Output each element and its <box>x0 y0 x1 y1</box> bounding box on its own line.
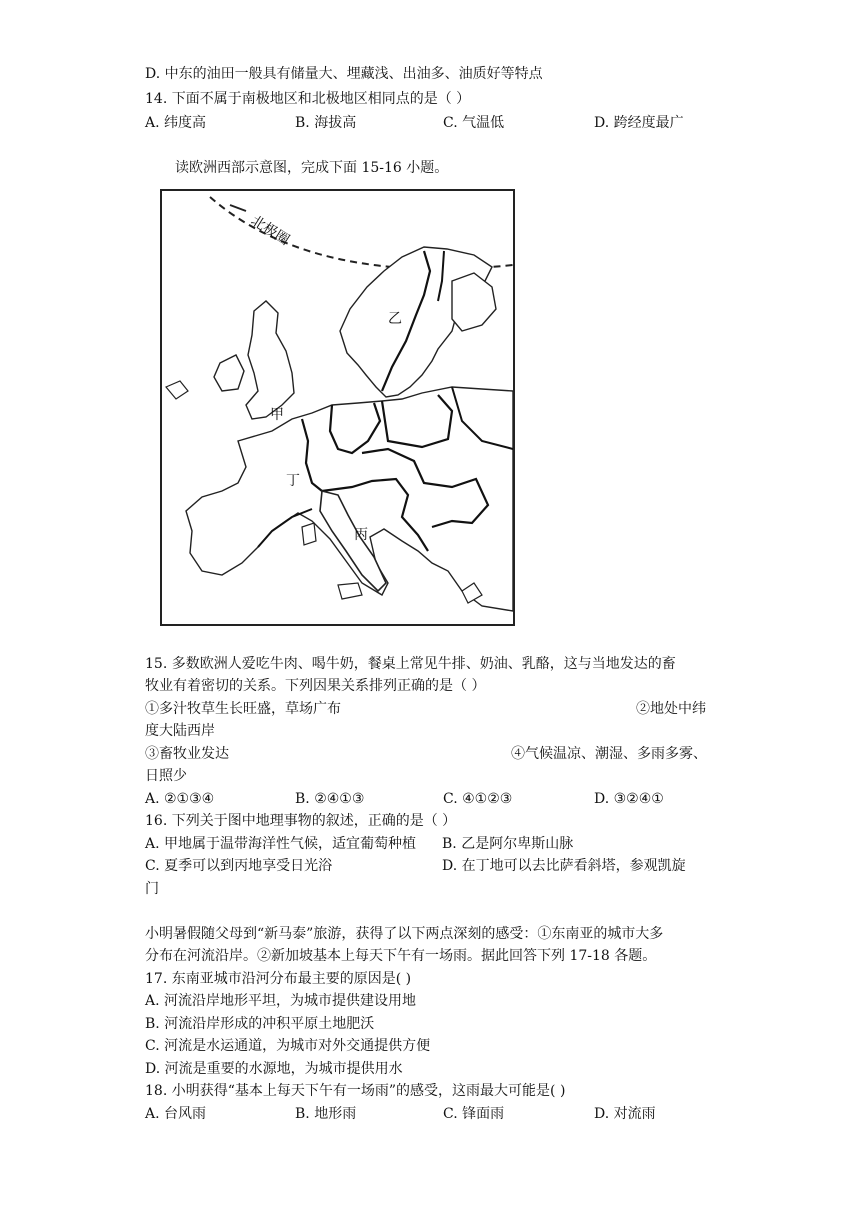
passage-15-16: 读欧洲西部示意图，完成下面 15-16 小题。 <box>175 160 449 176</box>
q14-option-b: B. 海拔高 <box>295 115 357 131</box>
q15-option-a: A. ②①③④ <box>145 791 215 807</box>
q15-statement-2b: 度大陆西岸 <box>145 723 215 739</box>
label-jia: 甲 <box>270 407 284 423</box>
q14-option-c: C. 气温低 <box>443 115 505 131</box>
q15-statement-4a: ④气候温凉、潮湿、多雨多雾、 <box>511 746 707 762</box>
q16-option-b: B. 乙是阿尔卑斯山脉 <box>442 836 574 852</box>
q16-option-a: A. 甲地属于温带海洋性气候，适宜葡萄种植 <box>145 836 417 852</box>
q14-option-a: A. 纬度高 <box>145 115 207 131</box>
finland <box>452 273 496 331</box>
q15-statement-2a: ②地处中纬 <box>636 701 706 717</box>
q17-option-d: D. 河流是重要的水源地，为城市提供用水 <box>145 1061 403 1077</box>
q15-stem-line1: 15. 多数欧洲人爱吃牛肉、喝牛奶，餐桌上常见牛排、奶油、乳酪，这与当地发达的畜 <box>145 656 676 672</box>
q15-option-c: C. ④①②③ <box>443 791 513 807</box>
q14-option-d: D. 跨经度最广 <box>594 115 684 131</box>
label-ding: 丁 <box>286 473 300 489</box>
q16-option-d-line2: 门 <box>145 881 159 897</box>
mainland-europe <box>186 387 513 611</box>
ireland <box>214 355 244 391</box>
sicily <box>338 583 362 599</box>
q14-stem: 14. 下面不属于南极地区和北极地区相同点的是（ ） <box>145 91 471 107</box>
passage-17-18-line2: 分布在河流沿岸。②新加坡基本上每天下午有一场雨。据此回答下列 17-18 各题。 <box>145 948 657 964</box>
q16-stem: 16. 下列关于图中地理事物的叙述，正确的是（ ） <box>145 813 457 829</box>
map-svg <box>162 191 513 624</box>
q18-option-d: D. 对流雨 <box>594 1106 656 1122</box>
q17-option-c: C. 河流是水运通道，为城市对外交通提供方便 <box>145 1038 431 1054</box>
q18-option-c: C. 锋面雨 <box>443 1106 505 1122</box>
western-europe-map <box>160 189 515 626</box>
iceland-edge <box>166 381 188 399</box>
q15-statement-1: ①多汁牧草生长旺盛，草场广布 <box>145 701 341 717</box>
q17-option-b: B. 河流沿岸形成的冲积平原土地肥沃 <box>145 1016 375 1032</box>
q13-option-d: D. 中东的油田一般具有储量大、埋藏浅、出油多、油质好等特点 <box>145 66 543 82</box>
q15-statement-4b: 日照少 <box>145 768 187 784</box>
arctic-circle-label: 北极圈 <box>247 212 292 249</box>
q18-option-b: B. 地形雨 <box>295 1106 357 1122</box>
label-yi: 乙 <box>388 311 402 327</box>
great-britain <box>246 301 294 419</box>
q15-option-d: D. ③②④① <box>594 791 664 807</box>
q17-option-a: A. 河流沿岸地形平坦，为城市提供建设用地 <box>145 993 417 1009</box>
passage-17-18-line1: 小明暑假随父母到“新马泰”旅游，获得了以下两点深刻的感受：①东南亚的城市大多 <box>145 926 664 942</box>
q15-option-b: B. ②④①③ <box>295 791 365 807</box>
corsica <box>302 523 316 545</box>
q15-stem-line2: 牧业有着密切的关系。下列因果关系排列正确的是（ ） <box>145 678 486 694</box>
q17-stem: 17. 东南亚城市沿河分布最主要的原因是( ) <box>145 971 412 987</box>
label-bing: 丙 <box>354 527 368 543</box>
q18-stem: 18. 小明获得“基本上每天下午有一场雨”的感受，这雨最大可能是( ) <box>145 1083 566 1099</box>
q18-option-a: A. 台风雨 <box>145 1106 207 1122</box>
arctic-circle-tick <box>230 205 246 211</box>
q16-option-c: C. 夏季可以到丙地享受日光浴 <box>145 858 333 874</box>
q16-option-d-line1: D. 在丁地可以去比萨看斜塔，参观凯旋 <box>442 858 686 874</box>
q15-statement-3: ③畜牧业发达 <box>145 746 229 762</box>
